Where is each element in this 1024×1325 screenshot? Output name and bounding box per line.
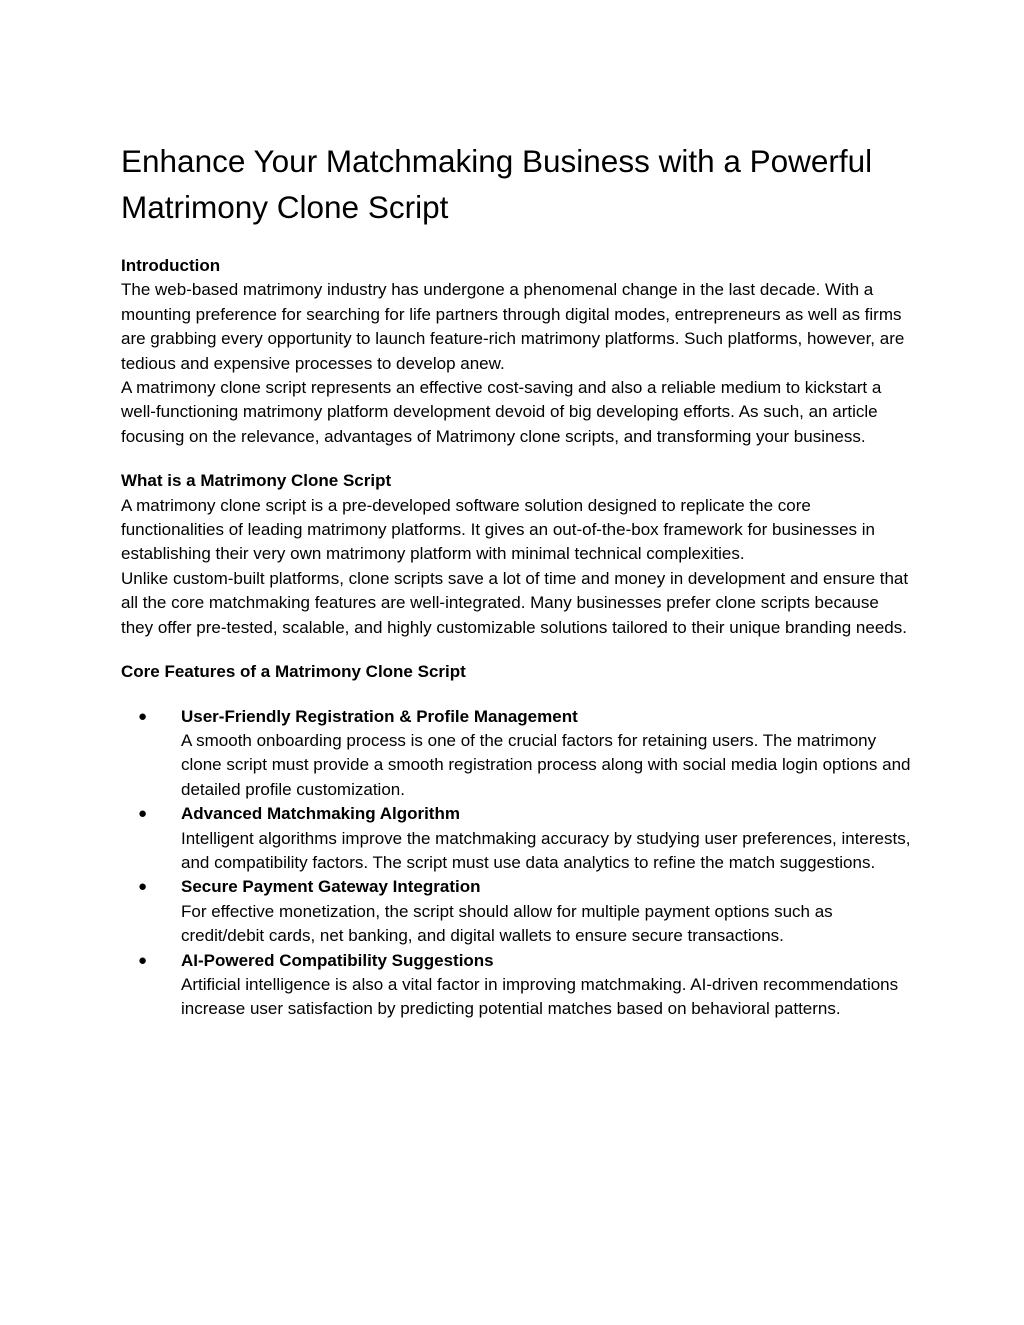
feature-item (121, 949, 911, 1022)
feature-item (121, 875, 911, 948)
feature-item (121, 802, 911, 875)
feature-title: AI-Powered Compatibility Suggestions (181, 950, 494, 970)
feature-title: User-Friendly Registration & Profile Management (181, 706, 578, 726)
feature-list (121, 705, 911, 1022)
bullet-icon: ● (138, 707, 148, 725)
feature-description: Artificial intelligence is also a vital factor in improving matchmaking. AI-driven recommendations increase user satisfaction by predicting potential matches based on behavioral patterns. (181, 974, 899, 1019)
document-title: Enhance Your Matchmaking Business with a Powerful Matrimony Clone Script (121, 143, 873, 225)
section-paragraph: A matrimony clone script represents an effective cost-saving and also a reliable medium to kickstart a well-functioning matrimony platform development devoid of big developing efforts. As such, an article focusing on the relevance, advantages of Matrimony clone scripts, and transforming your business. (121, 378, 882, 446)
section-paragraph: The web-based matrimony industry has undergone a phenomenal change in the last decade. With a mounting preference for searching for life partners through digital modes, entrepreneurs as well as firms are grabbing every opportunity to launch feature-rich matrimony platforms. Such platforms, however, are tedious and expensive processes to develop anew. (121, 280, 905, 373)
section-what-is (121, 469, 911, 640)
bullet-icon: ● (138, 878, 148, 896)
features-heading: Core Features of a Matrimony Clone Script (121, 662, 466, 682)
section-introduction (121, 254, 911, 449)
feature-item (121, 705, 911, 803)
feature-description: A smooth onboarding process is one of the crucial factors for retaining users. The matrimony clone script must provide a smooth registration process along with social media login options and detailed profile customization. (181, 730, 911, 799)
section-heading: Introduction (121, 256, 221, 275)
feature-description: Intelligent algorithms improve the matchmaking accuracy by studying user preferences, interests, and compatibility factors. The script must use data analytics to refine the match suggestions. (181, 828, 911, 872)
section-paragraph: A matrimony clone script is a pre-developed software solution designed to replicate the core functionalities of leading matrimony platforms. It gives an out-of-the-box framework for businesses in establishing their very own matrimony platform with minimal technical complexities. (121, 495, 876, 564)
feature-title: Advanced Matchmaking Algorithm (181, 804, 460, 824)
document-page (121, 138, 911, 1022)
feature-title: Secure Payment Gateway Integration (181, 877, 481, 897)
section-heading: What is a Matrimony Clone Script (121, 471, 392, 491)
bullet-icon: ● (138, 951, 148, 969)
feature-description: For effective monetization, the script should allow for multiple payment options such as credit/debit cards, net banking, and digital wallets to ensure secure transactions. (181, 901, 833, 946)
section-paragraph: Unlike custom-built platforms, clone scripts save a lot of time and money in development and ensure that all the core matchmaking features are well-integrated. Many businesses prefer clone scripts because they offer pre-tested, scalable, and highly customizable solutions tailored to their unique branding needs. (121, 568, 909, 637)
bullet-icon: ● (138, 805, 148, 823)
